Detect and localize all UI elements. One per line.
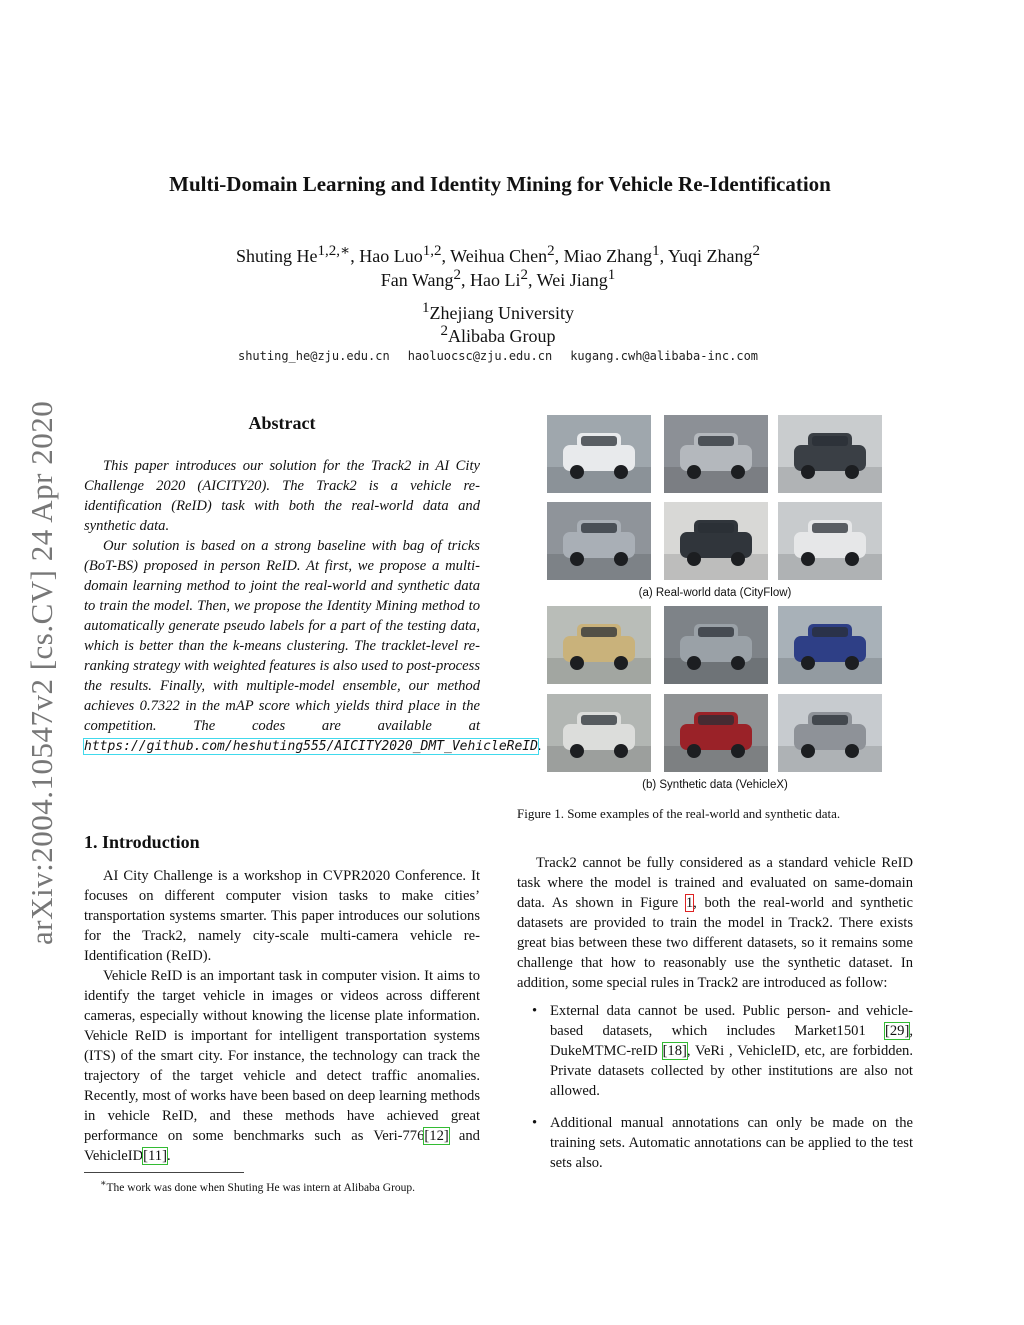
section-heading-introduction: 1. Introduction <box>84 832 200 852</box>
vehicle-photo-gray-vintage-car <box>778 694 882 772</box>
rules-list <box>517 1001 913 1173</box>
right-column-body <box>517 853 913 1185</box>
vehicle-photo-red-jeep <box>664 694 768 772</box>
vehicle-photo-blue-van <box>778 606 882 684</box>
bullet-icon: • <box>532 1115 538 1131</box>
citation-11[interactable]: [11] <box>143 1148 167 1164</box>
figure-label-b: (b) Synthetic data (VehicleX) <box>642 779 788 791</box>
footnote-rule <box>84 1172 244 1173</box>
author-emails <box>0 349 996 363</box>
citation-12[interactable]: [12] <box>424 1128 449 1144</box>
figure-1-caption: Figure 1. Some examples of the real-world and synthetic data. <box>517 806 841 821</box>
paper-title: Multi-Domain Learning and Identity Mining for Vehicle Re-Identification <box>169 172 831 196</box>
abstract-body <box>84 456 542 757</box>
citation-18[interactable]: [18] <box>662 1043 687 1059</box>
citation-29[interactable]: [29] <box>885 1023 910 1039</box>
vehicle-photo-gray-sedan <box>664 606 768 684</box>
vehicle-photo-silver-suv-side <box>547 502 651 580</box>
footnote: ∗The work was done when Shuting He was intern at Alibaba Group. <box>100 1178 416 1194</box>
authors-line-1: Shuting $He^{1,2,∗}$, Hao Luo$^{1,2}$, Weihua Chen$^2$, Miao Zhang$^1$, Yuqi Zhang$^2$ <box>236 243 760 266</box>
vehicle-photo-silver-sedan-rear <box>664 415 768 493</box>
vehicle-photo-dark-sedan-street <box>778 415 882 493</box>
abstract-paragraph-1: This paper introduces our solution for the Track2 in AI City Challenge 2020 (AICITY20). The Track2 is a vehicle re-identification (ReID) task with both the real-world data and synthetic data. <box>84 458 480 534</box>
figure-1 <box>517 412 913 792</box>
intro-paragraph-1: AI City Challenge is a workshop in CVPR2020 Conference. It focuses on different computer vision tasks to make cities’ transportation systems smarter. This paper introduces our solutions for the Track2, namely city-scale multi-camera vehicle re-Identification (ReID). <box>84 868 480 964</box>
abstract-heading: Abstract <box>248 413 316 433</box>
email-2[interactable]: haoluocsc@zju.edu.cn <box>407 349 553 363</box>
vehicle-photo-white-suv-front <box>547 415 651 493</box>
figure-1-reference[interactable]: 1 <box>685 895 694 911</box>
affiliation-2: $^2$Alibaba Group <box>440 323 556 346</box>
right-paragraph-1: Track2 cannot be fully considered as a standard vehicle ReID task where the model is trained and evaluated on same-domain data. As shown in Figure 1, both the real-world and synthetic datasets are provided to train the model in Track2. There exists great bias between these two different datasets, so it remains some challenge that how to reasonably use the synthetic dataset. In addition, some special rules in Track2 are introduced as follow: <box>517 855 913 991</box>
rule-item-1: • External data cannot be used. Public person- and vehicle-based datasets, which includes Market1501 [29], DukeMTMC-reID [18], VeRi , VehicleID, etc, are forbidden. Private datasets collected by other institutions are also not allowed. <box>532 1003 913 1099</box>
code-repository-link[interactable]: https://github.com/heshuting555/AICITY2020_DMT_VehicleReID <box>84 739 538 754</box>
vehicle-photo-gold-suv <box>547 606 651 684</box>
vehicle-photo-dark-sedan-top <box>664 502 768 580</box>
affiliation-1: $^1$Zhejiang University <box>422 300 574 323</box>
vehicle-photo-white-suv-rear <box>778 502 882 580</box>
authors-line-2: Fan Wang$^2$, Hao Li$^2$, Wei Jiang$^1$ <box>380 267 616 290</box>
intro-paragraph-2: Vehicle ReID is an important task in computer vision. It aims to identify the target vehicle in images or videos across different cameras, especially without knowing the license plate information. Vehicle ReID is important for intelligent transportation systems (ITS) of the smart city. For instance, the technology can track the trajectory of the target vehicle and detect traffic anomalies. Recently, most of works have been based on deep learning methods in vehicle ReID, and these methods have achieved great performance on some benchmarks such as Veri-776[12] and VehicleID[11]. <box>84 968 480 1164</box>
introduction-body <box>84 866 480 1166</box>
abstract-paragraph-2: Our solution is based on a strong baseline with bag of tricks (BoT-BS) proposed in person ReID. At first, we propose a multi-domain learning method to joint the real-world and synthetic data to train the model. Then, we propose the Identity Mining method to automatically generate pseudo labels for a part of the testing data, which is better than the k-means clustering. The tracklet-level re-ranking strategy with weighted features is also used to post-process the results. Finally, with multiple-model ensemble, our method achieves 0.7322 in the mAP score which yields third place in the competition. The codes are available at https://github.com/heshuting555/AICITY2020_DMT_VehicleReID. <box>84 538 542 754</box>
arxiv-side-stamp: arXiv:2004.10547v2 [cs.CV] 24 Apr 2020 <box>24 400 59 945</box>
email-1[interactable]: shuting_he@zju.edu.cn <box>237 349 390 363</box>
bullet-icon: • <box>532 1003 538 1019</box>
rule-item-2: • Additional manual annotations can only be made on the training sets. Automatic annotations can be applied to the test sets also. <box>532 1115 913 1171</box>
figure-label-a: (a) Real-world data (CityFlow) <box>638 587 792 599</box>
vehicle-photo-white-suv-rear <box>547 694 651 772</box>
email-3[interactable]: kugang.cwh@alibaba-inc.com <box>570 349 759 363</box>
